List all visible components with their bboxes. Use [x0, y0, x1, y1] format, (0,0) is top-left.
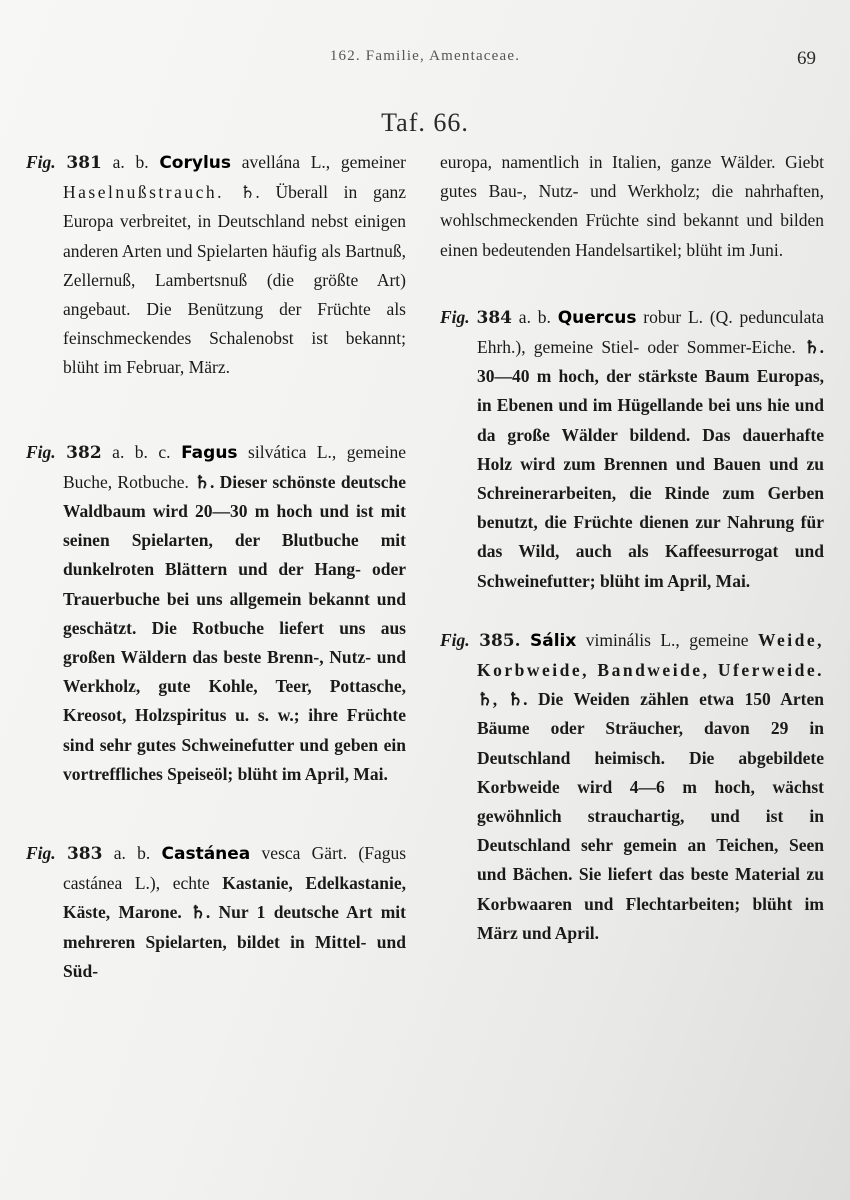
entry-text: ♄. Nur 1 deutsche Art mit mehreren Spielarten, bildet in Mittel- und Süd-	[63, 902, 406, 981]
species-name: silvática L., gemeine	[248, 441, 407, 462]
entry-fig-383	[26, 839, 406, 986]
genus-name: Fagus	[181, 442, 238, 463]
fig-label: Fig.	[26, 843, 56, 864]
common-name: Kastanie, Edelkastanie, Käste, Marone.	[63, 873, 406, 923]
entry-continuation	[440, 148, 824, 265]
genus-name: Sálix	[529, 630, 577, 651]
species-name: viminális L., gemeine	[585, 629, 749, 650]
fig-letters: a. b. c.	[112, 441, 171, 462]
entry-paragraph	[26, 148, 406, 383]
fig-letters: a. b.	[112, 152, 149, 172]
fig-number: 384	[476, 307, 512, 328]
genus-name: Quercus	[557, 307, 637, 328]
species-name: vesca Gärt. (Fagus castánea L.), echte	[63, 843, 407, 894]
common-name: Stiel- oder Sommer-Eiche.	[601, 337, 796, 358]
entry-fig-382	[26, 438, 406, 789]
common-name: Haselnußstrauch.	[63, 182, 225, 203]
entry-fig-385	[440, 626, 824, 948]
plate-title: Taf. 66.	[381, 108, 469, 137]
common-name: Weide, Korbweide, Bandweide, Uferweide.	[477, 629, 825, 681]
fig-label: Fig.	[26, 152, 56, 172]
entry-text: ♄, ♄. Die Weiden zählen etwa 150 Arten Bäume oder Sträucher, davon 29 in Deutschland heimisch. Die abgebildete Korbweide wird 4—6 m hoch, wächst gewöhnlich strauchartig, und ist in Deutschland sehr gemein an Teichen, Seen und Bächen. Sie liefert das beste Material zu Korbwaaren und Flechtarbeiten; blüht im März und April.	[477, 689, 824, 943]
species-name: avellána L., gemeiner	[241, 152, 406, 172]
fig-letters: a. b.	[518, 306, 551, 327]
entry-text: ♄. Dieser schönste deutsche Waldbaum wird 20—30 m hoch und ist mit seinen Spielarten, der Blutbuche mit dunkelroten Blättern und der Hang- oder Trauerbuche bei uns allgemein bekannt und geschätzt. Die Rotbuche liefert uns aus großen Wäldern das beste Brenn-, Nutz- und Werkholz, gute Kohle, Teer, Pottasche, Kreosot, Holzspiritus u. s. w.; ihre Früchte sind sehr gutes Schweinefutter und geben ein vortreffliches Speiseöl; blüht im April, Mai.	[63, 471, 407, 784]
species-name: robur L. (Q. pedunculata Ehrh.), gemeine	[477, 306, 825, 358]
fig-label: Fig.	[26, 441, 56, 462]
fig-number: 381	[66, 153, 102, 173]
fig-number: 385.	[479, 630, 521, 651]
entry-fig-381	[26, 148, 406, 383]
fig-label: Fig.	[440, 629, 470, 650]
common-name: Buche, Rotbuche.	[63, 471, 189, 492]
running-head: 162. Familie, Amentaceae.	[329, 48, 521, 64]
entry-fig-384	[440, 303, 824, 596]
entry-paragraph	[26, 839, 406, 986]
left-column	[26, 148, 406, 986]
fig-number: 382	[66, 442, 102, 463]
genus-name: Corylus	[159, 153, 231, 173]
continuation-text: europa, namentlich in Italien, ganze Wälder. Giebt gutes Bau-, Nutz- und Werkholz; die nahrhaften, wohlschmeckenden Früchte sind bekannt und bilden einen bedeutenden Handelsartikel; blüht im Juni.	[440, 152, 824, 260]
page-header	[0, 44, 850, 74]
entry-paragraph	[440, 626, 824, 948]
entry-paragraph	[26, 438, 406, 789]
right-column	[440, 148, 824, 948]
entry-paragraph	[440, 303, 824, 596]
fig-label: Fig.	[440, 306, 470, 327]
fig-letters: a. b.	[113, 843, 151, 864]
genus-name: Castánea	[161, 844, 251, 865]
entry-text: ♄. 30—40 m hoch, der stärkste Baum Europas, in Ebenen und im Hügellande bei uns hie und da große Wälder bildend. Das dauerhafte Holz wird zum Brennen und Bauen und zu Schreinerarbeiten, die Rinde zum Gerben benutzt, die Früchte dienen zur Nahrung für das Wild, auch als Kaffeesurrogat und Schweinefutter; blüht im April, Mai.	[477, 337, 825, 591]
page-number: 69	[797, 48, 816, 69]
entry-text: ♄. Überall in ganz Europa verbreitet, in Deutschland nebst einigen anderen Arten und Spielarten häufig als Bartnuß, Zellernuß, Lambertsnuß (die größte Art) angebaut. Die Benützung der Früchte als feinschmeckendes Schalenobst ist bekannt; blüht im Februar, März.	[63, 182, 407, 378]
fig-number: 383	[66, 844, 103, 865]
